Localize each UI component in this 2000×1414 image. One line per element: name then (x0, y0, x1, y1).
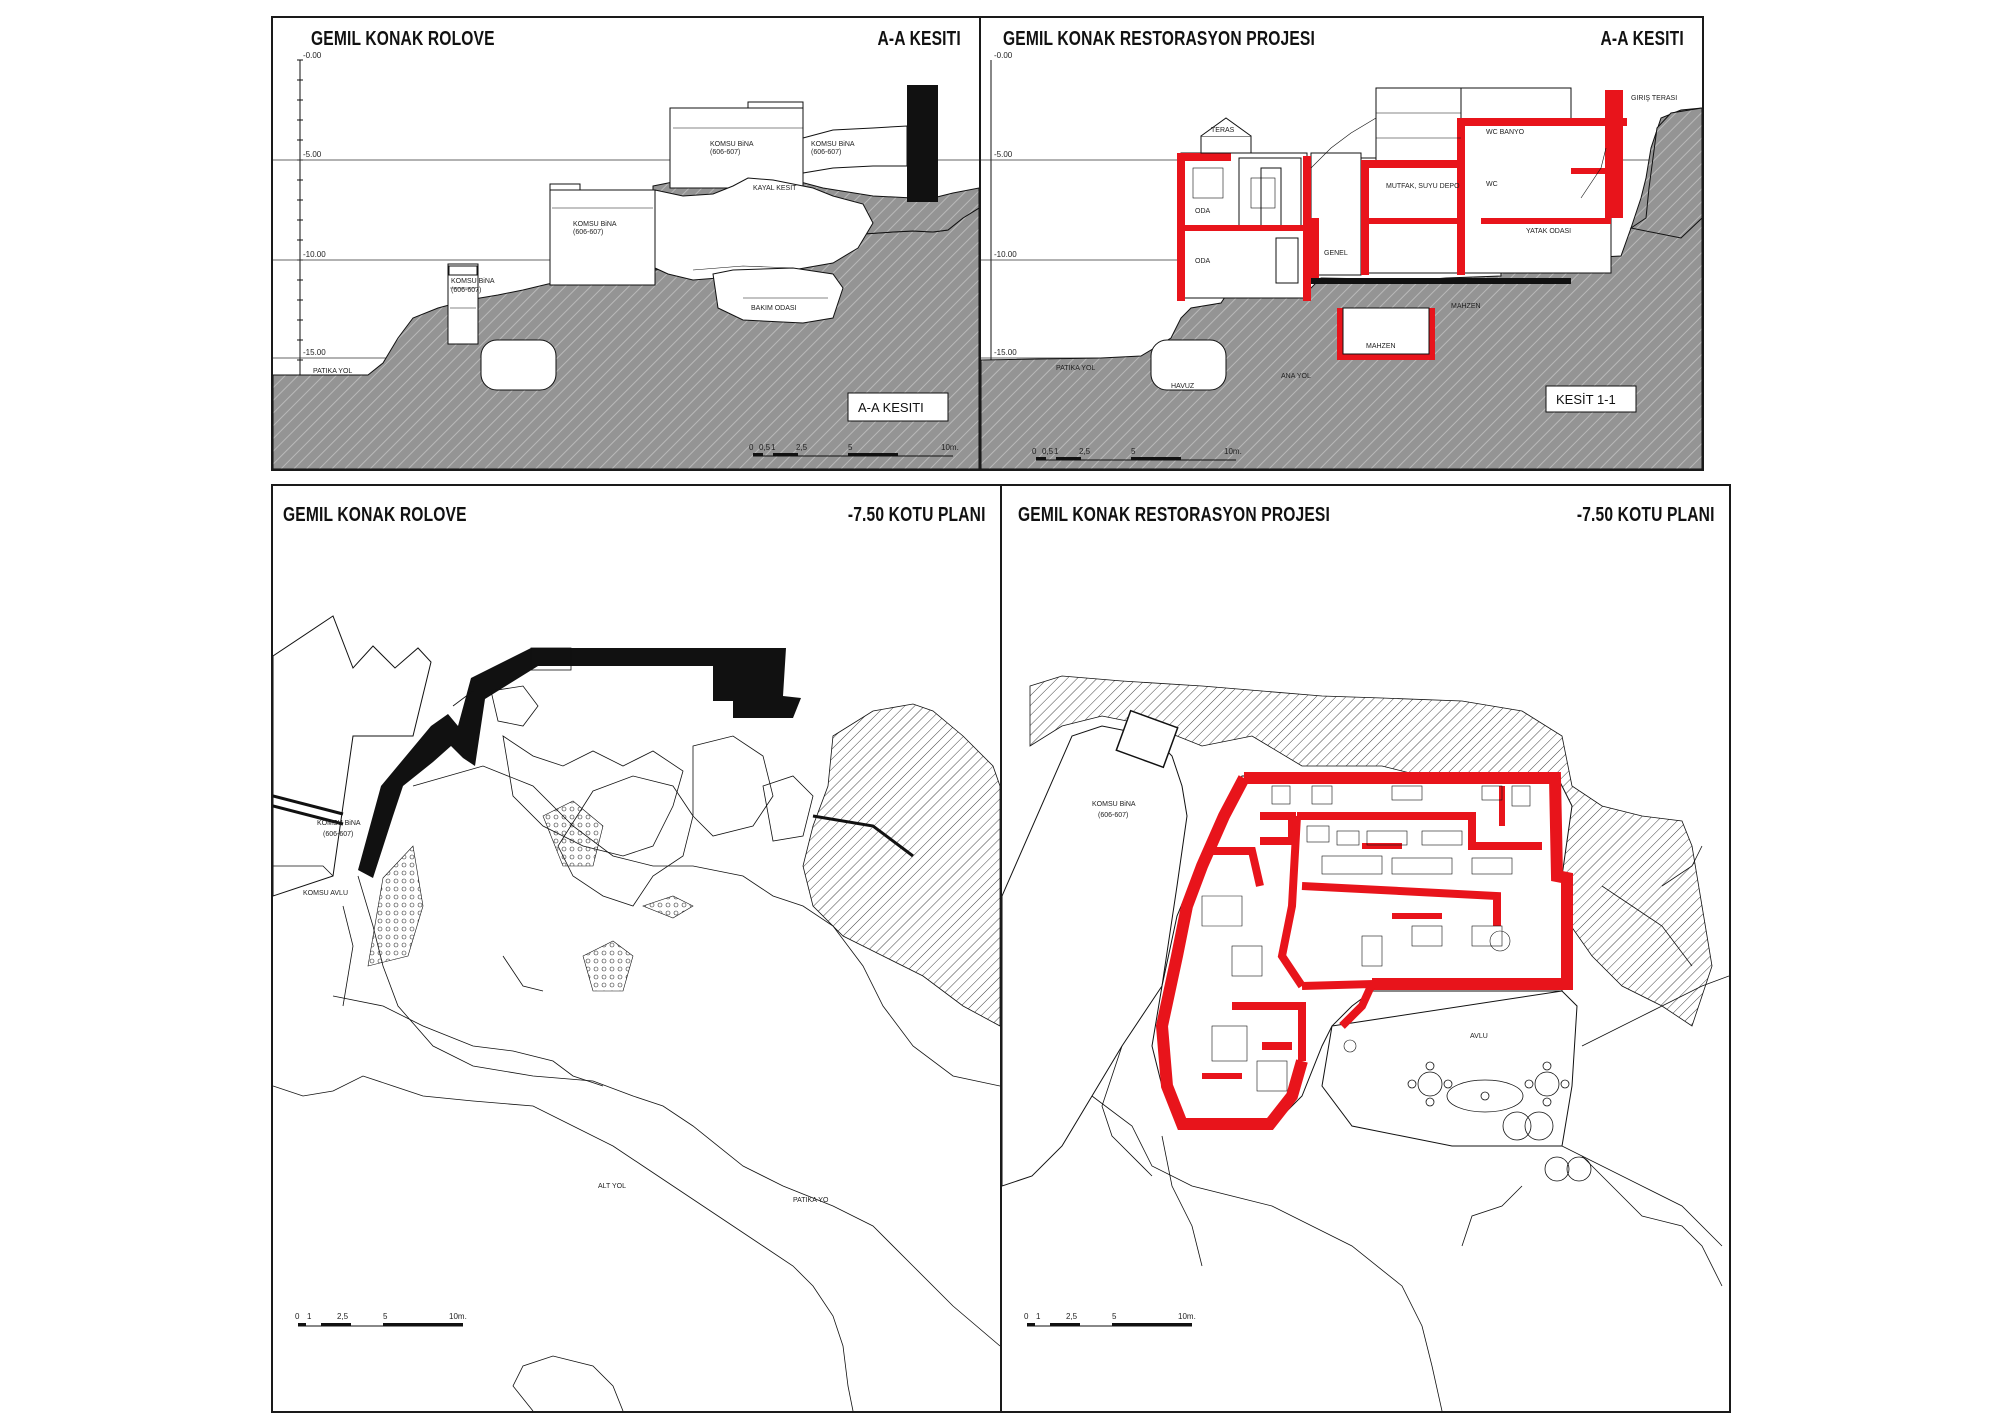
scale-1: 1 (307, 1312, 312, 1321)
label-wc-banyo: WC BANYO (1486, 129, 1525, 136)
section-survey-title: GEMIL KONAK ROLOVE (311, 28, 495, 50)
scale-1: 1 (771, 443, 776, 452)
label-yatak-odasi: YATAK ODASI (1526, 228, 1572, 235)
label-patika-yol: PATIKA YOL (1056, 365, 1096, 372)
label-genel: GENEL (1324, 250, 1348, 257)
label-patika-yol: PATIKA YOL (313, 368, 353, 375)
label-komsu-bina-2-no: (606-607) (811, 149, 842, 156)
neighbor-building-mid (550, 190, 655, 285)
scale-5: 5 (383, 1312, 388, 1321)
scale-5: 5 (1131, 447, 1136, 456)
black-wall (907, 85, 932, 202)
scale-0: 0 (295, 1312, 300, 1321)
neighbor-building (1002, 726, 1187, 1186)
scale-bar (295, 1312, 467, 1326)
label-komsu-bina-4-no: (606-607) (451, 287, 482, 294)
cistern (481, 340, 556, 390)
scale-25: 2,5 (1066, 1312, 1078, 1321)
scale-10: 10m. (1224, 447, 1242, 456)
label-komsu-bina-no: (606-607) (323, 831, 354, 838)
section-stamp: KESİT 1-1 (1556, 392, 1616, 407)
section-project-drawing (981, 18, 1702, 469)
label-havuz: HAVUZ (1171, 383, 1195, 390)
level-label-0: -0.00 (303, 51, 322, 60)
scale-0: 0 (1032, 447, 1037, 456)
level-label-5: -5.00 (303, 150, 322, 159)
scale-5: 5 (1112, 1312, 1117, 1321)
terrace-top (1201, 136, 1251, 153)
level-label-15: -15.00 (303, 348, 326, 357)
level-label-10: -10.00 (994, 250, 1017, 259)
neighbor-building-top (670, 108, 803, 188)
label-komsu-bina: KOMSU BiNA (1092, 801, 1136, 808)
section-survey-panel (271, 16, 981, 471)
scale-0: 0 (1024, 1312, 1029, 1321)
plan-project-panel (1000, 484, 1731, 1413)
scale-10: 10m. (941, 443, 959, 452)
label-komsu-bina-4: KOMSU BiNA (451, 278, 495, 285)
courtyard (1322, 991, 1577, 1146)
label-mutfak: MUTFAK, SUYU DEPO (1386, 183, 1460, 190)
plan-survey-panel (271, 484, 1002, 1413)
plan-project-title: GEMIL KONAK RESTORASYON PROJESI (1018, 504, 1330, 526)
level-label-10: -10.00 (303, 250, 326, 259)
scale-25: 2,5 (1079, 447, 1091, 456)
plan-survey-subtitle: -7.50 KOTU PLANI (848, 504, 986, 526)
scale-bar (1024, 1312, 1196, 1326)
scale-10: 10m. (1178, 1312, 1196, 1321)
label-komsu-bina-1: KOMSU BiNA (710, 141, 754, 148)
scale-0: 0 (749, 443, 754, 452)
label-kayali-kesit: KAYAL KESIT (753, 185, 797, 192)
label-teras: TERAS (1211, 127, 1235, 134)
scale-1: 1 (1054, 447, 1059, 456)
level-label-5: -5.00 (994, 150, 1013, 159)
label-ana-yol: ANA YOL (1281, 373, 1311, 380)
section-project-panel (979, 16, 1704, 471)
rock-hatch (803, 704, 1000, 1026)
scale-10: 10m. (449, 1312, 467, 1321)
section-project-title: GEMIL KONAK RESTORASYON PROJESI (1003, 28, 1315, 50)
label-komsu-bina-3: KOMSU BiNA (573, 221, 617, 228)
label-giris: GIRIŞ TERASI (1631, 95, 1678, 102)
section-survey-drawing (273, 18, 979, 469)
section-survey-subtitle: A-A KESITI (877, 28, 961, 50)
label-mahzen: MAHZEN (1366, 343, 1396, 350)
label-patika-yol: PATIKA YO (793, 1197, 829, 1204)
label-bakim: BAKIM ODASI (751, 305, 797, 312)
plan-project-drawing (1002, 486, 1729, 1411)
level-label-15: -15.00 (994, 348, 1017, 357)
plan-survey-drawing (273, 486, 1000, 1411)
label-oda-2: ODA (1195, 258, 1211, 265)
label-alt-yol: ALT YOL (598, 1183, 627, 1190)
scale-25: 2,5 (337, 1312, 349, 1321)
scale-25: 2,5 (796, 443, 808, 452)
section-stamp: A-A KESITI (858, 400, 924, 415)
scale-05: 0,5 (759, 443, 771, 452)
label-avlu: AVLU (1470, 1033, 1488, 1040)
label-komsu-bina-no: (606-607) (1098, 812, 1129, 819)
plan-project-subtitle: -7.50 KOTU PLANI (1577, 504, 1715, 526)
level-label-0: -0.00 (994, 51, 1013, 60)
section-project-subtitle: A-A KESITI (1600, 28, 1684, 50)
label-komsu-bina-2: KOMSU BiNA (811, 141, 855, 148)
label-wc: WC (1486, 181, 1498, 188)
label-komsu-bina-3-no: (606-607) (573, 229, 604, 236)
label-mahzen-2: MAHZEN (1451, 303, 1481, 310)
scale-05: 0,5 (1042, 447, 1054, 456)
label-komsu-avlu: KOMSU AVLU (303, 890, 348, 897)
scale-1: 1 (1036, 1312, 1041, 1321)
label-komsu-bina: KOMSU BiNA (317, 820, 361, 827)
scale-5: 5 (848, 443, 853, 452)
label-komsu-bina-1-no: (606-607) (710, 149, 741, 156)
label-oda-1: ODA (1195, 208, 1211, 215)
plan-survey-title: GEMIL KONAK ROLOVE (283, 504, 467, 526)
neighbor-building-low (448, 264, 478, 344)
